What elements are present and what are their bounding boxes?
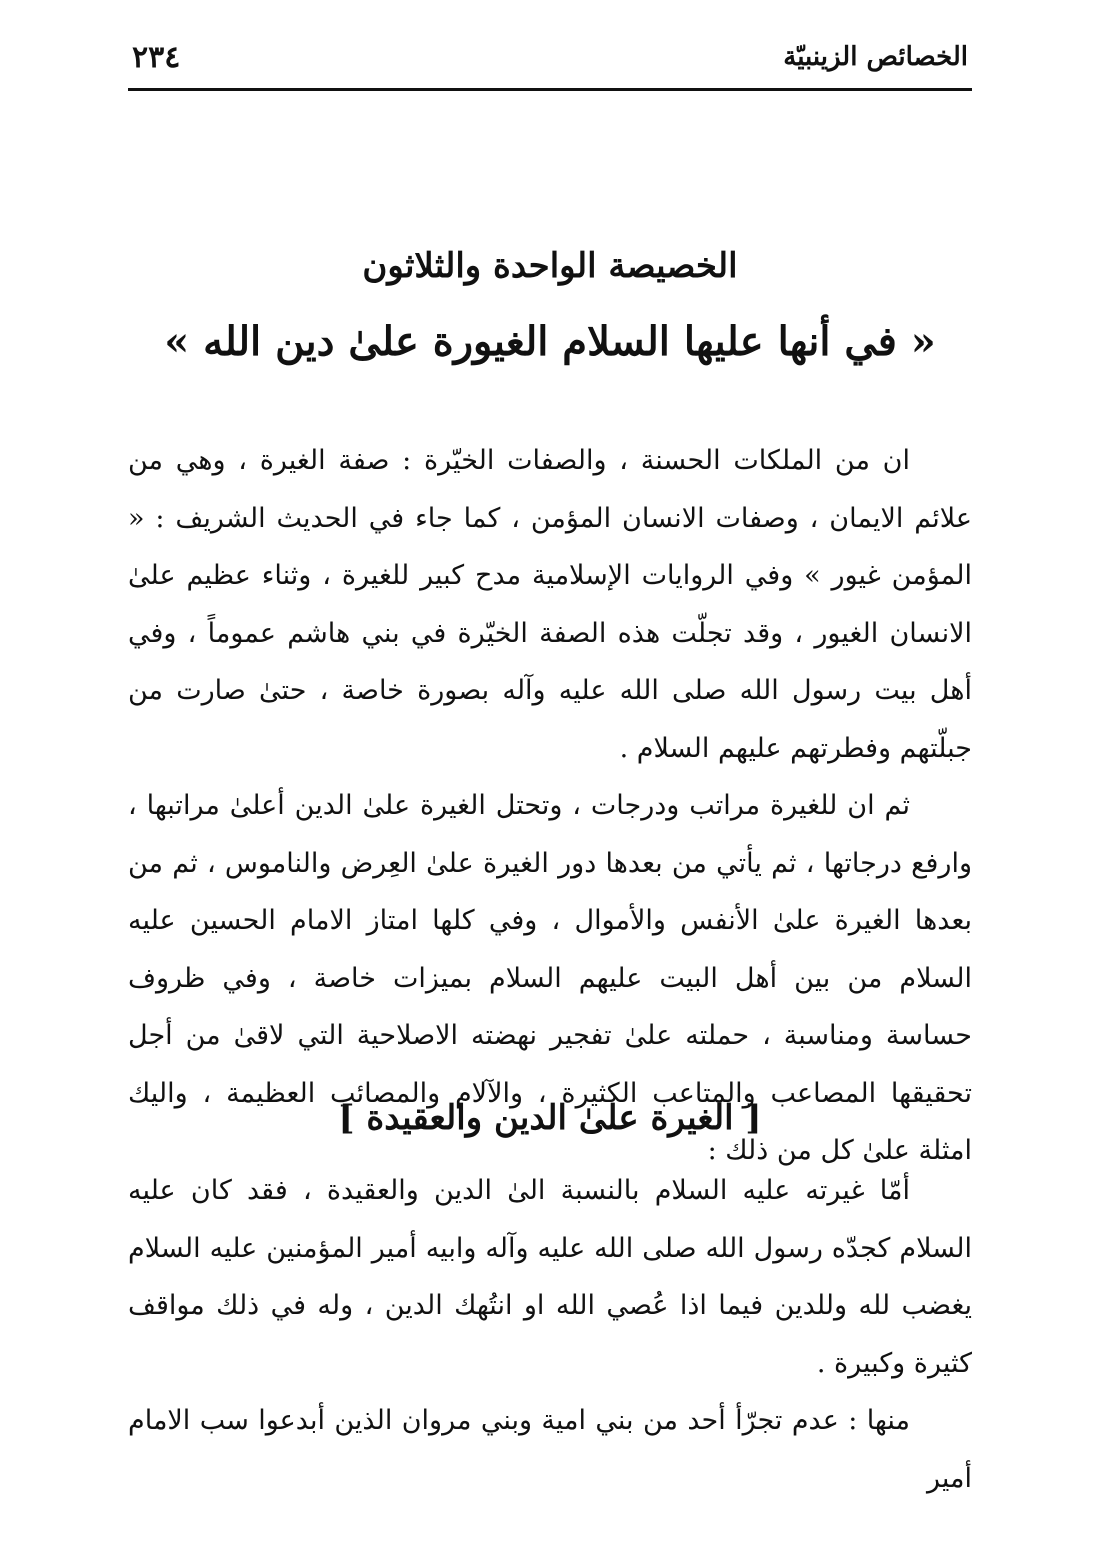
book-title: الخصائص الزينبيّة: [783, 42, 968, 72]
paragraph: ان من الملكات الحسنة ، والصفات الخيّرة : صفة الغيرة ، وهي من علائم الايمان ، وصفات الانسان المؤمن ، كما جاء في الحديث الشريف : « المؤمن غيور » وفي الروايات الإسلامية مدح كبير للغيرة ، وثناء عظيم علىٰ الانسان الغيور ، وقد تجلّت هذه الصفة الخيّرة في بني هاشم عموماً ، وفي أهل بيت رسول الله صلى الله عليه وآله بصورة خاصة ، حتىٰ صارت من جبلّتهم وفطرتهم عليهم السلام .: [128, 445, 972, 764]
chapter-subtitle: « في أنها عليها السلام الغيورة علىٰ دين الله »: [164, 318, 936, 365]
paragraph: أمّا غيرته عليه السلام بالنسبة الىٰ الدين والعقيدة ، فقد كان عليه السلام كجدّه رسول الله صلى الله عليه وآله وابيه أمير المؤمنين عليه السلام يغضب لله وللدين فيما اذا عُصي الله او انتُهك الدين ، وله في ذلك مواقف كثيرة وكبيرة .: [128, 1175, 972, 1379]
paragraph: منها : عدم تجرّأ أحد من بني امية وبني مروان الذين أبدعوا سب الامام أمير: [128, 1405, 972, 1494]
chapter-heading: الخصيصة الواحدة والثلاثون: [362, 246, 738, 286]
section-text: [128, 1162, 972, 1507]
page-number: ٢٣٤: [132, 40, 181, 75]
paragraph: ثم ان للغيرة مراتب ودرجات ، وتحتل الغيرة علىٰ الدين أعلىٰ مراتبها ، وارفع درجاتها ، ثم يأتي من بعدها دور الغيرة علىٰ العِرض والناموس ، ثم من بعدها الغيرة علىٰ الأنفس والأموال ، وفي كلها امتاز الامام الحسين عليه السلام من بين أهل البيت عليهم السلام بميزات خاصة ، وفي ظروف حساسة ومناسبة ، حملته علىٰ تفجير نهضته الاصلاحية التي لاقىٰ من أجل تحقيقها المصاعب والمتاعب الكثيرة ، والآلام والمصائب العظيمة ، واليك امثلة علىٰ كل من ذلك :: [128, 790, 972, 1166]
intro-text: [128, 432, 972, 1180]
section-heading: [ الغيرة علىٰ الدين والعقيدة ]: [338, 1098, 762, 1138]
running-header: [128, 38, 972, 91]
